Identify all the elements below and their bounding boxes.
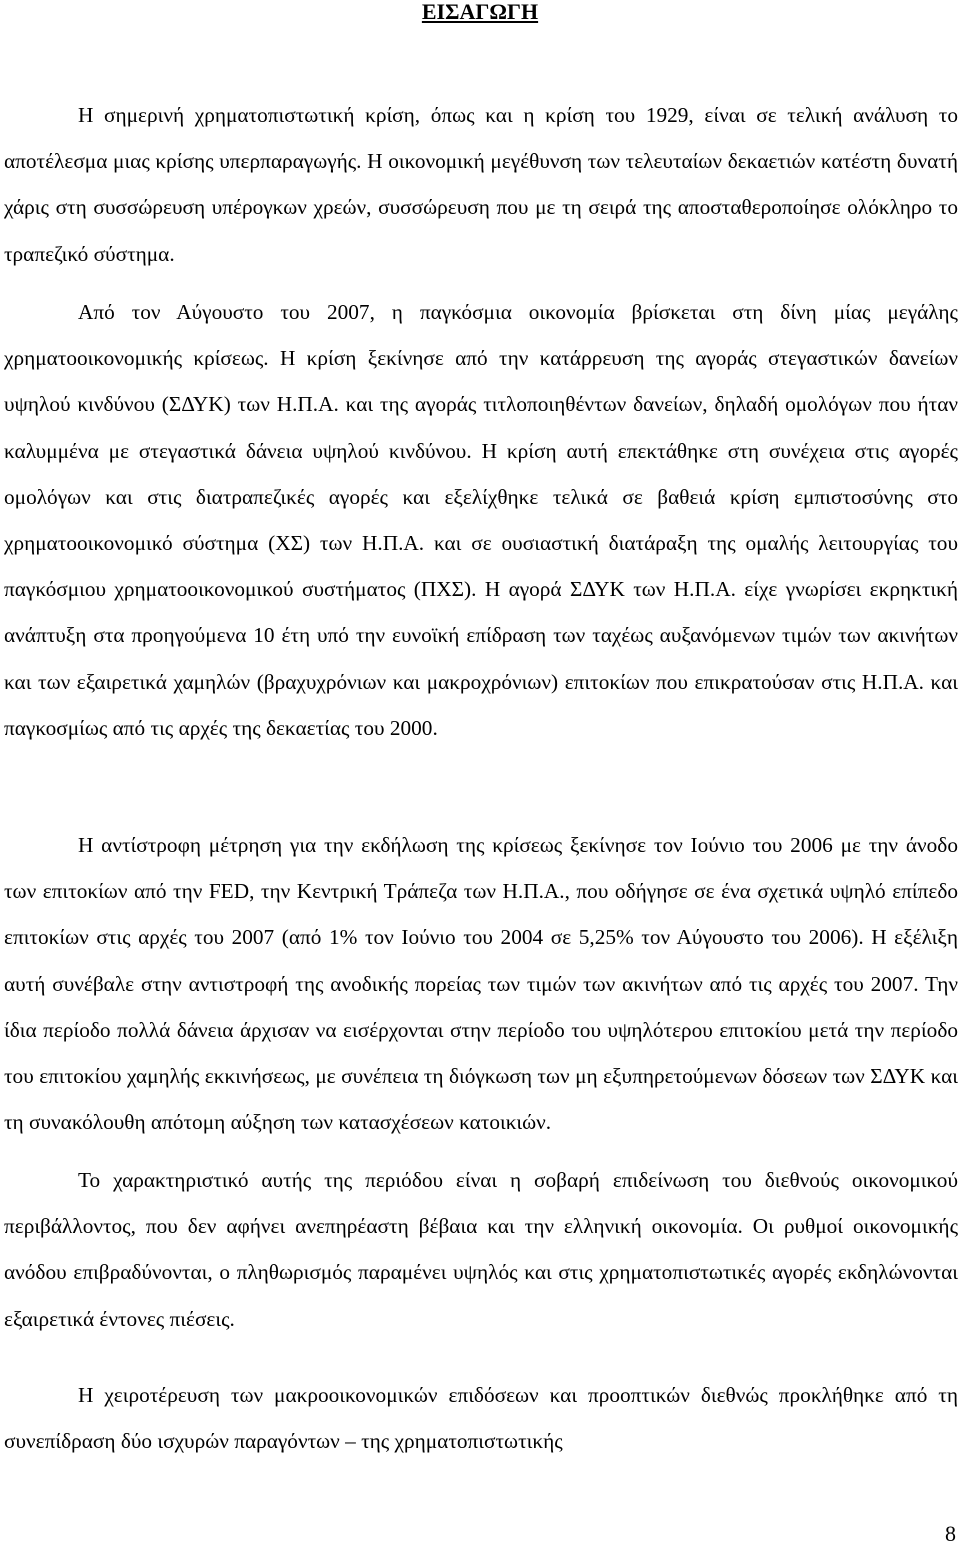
page-title: ΕΙΣΑΓΩΓΗ — [421, 0, 539, 24]
paragraph-1: Η σημερινή χρηματοπιστωτική κρίση, όπως και η κρίση του 1929, είναι σε τελική ανάλυση το αποτέλεσμα μιας κρίσης υπερπαραγωγής. Η οικονομική μεγέθυνση των τελευταίων δεκαετιών κατέστη δυνατή χάρις στη συσσώρευση υπέρογκων χρεών, συσσώρευση που με τη σειρά της αποσταθεροποίησε ολόκληρο το τραπεζικό σύστημα. — [4, 103, 958, 266]
paragraph-5: Η χειροτέρευση των μακροοικονομικών επιδόσεων και προοπτικών διεθνώς προκλήθηκε από τη συνεπίδραση δύο ισχυρών παραγόντων – της χρηματοπιστωτικής — [4, 1383, 958, 1454]
paragraph-2: Από τον Αύγουστο του 2007, η παγκόσμια οικονομία βρίσκεται στη δίνη μίας μεγάλης χρηματοοικονομικής κρίσεως. Η κρίση ξεκίνησε από την κατάρρευση της αγοράς στεγαστικών δανείων υψηλού κινδύνου (ΣΔΥΚ) των Η.Π.Α. και της αγοράς τιτλοποιηθέντων δανείων, δηλαδή ομολόγων που ήταν καλυμμένα με στεγαστικά δάνεια υψηλού κινδύνου. Η κρίση αυτή επεκτάθηκε στη συνέχεια στις αγορές ομολόγων και στις διατραπεζικές αγορές και εξελίχθηκε τελικά σε βαθειά κρίση εμπιστοσύνης στο χρηματοοικονομικό σύστημα (ΧΣ) των Η.Π.Α. και σε ουσιαστική διατάραξη της ομαλής λειτουργίας του παγκόσμιου χρηματοοικονομικού συστήματος (ΠΧΣ). Η αγορά ΣΔΥΚ των Η.Π.Α. είχε γνωρίσει εκρηκτική ανάπτυξη στα προηγούμενα 10 έτη υπό την ευνοϊκή επίδραση των ταχέως αυξανόμενων τιμών των ακινήτων και των εξαιρετικά χαμηλών (βραχυχρόνιων και μακροχρόνιων) επιτοκίων που επικρατούσαν στις Η.Π.Α. και παγκοσμίως από τις αρχές της δεκαετίας του 2000. — [4, 300, 958, 740]
paragraph-4: Το χαρακτηριστικό αυτής της περιόδου είναι η σοβαρή επιδείνωση του διεθνούς οικονομικού περιβάλλοντος, που δεν αφήνει ανεπηρέαστη βέβαια και την ελληνική οικονομία. Οι ρυθμοί οικονομικής ανόδου επιβραδύνονται, ο πληθωρισμός παραμένει υψηλός και στις χρηματοπιστωτικές αγορές εκδηλώνονται εξαιρετικά έντονες πιέσεις. — [4, 1168, 958, 1331]
paragraph-3: Η αντίστροφη μέτρηση για την εκδήλωση της κρίσεως ξεκίνησε τον Ιούνιο του 2006 με την άνοδο των επιτοκίων από την FED, την Κεντρική Τράπεζα των Η.Π.Α., που οδήγησε σε ένα σχετικά υψηλό επίπεδο επιτοκίων στις αρχές του 2007 (από 1% τον Ιούνιο του 2004 σε 5,25% τον Αύγουστο του 2006). Η εξέλιξη αυτή συνέβαλε στην αντιστροφή της ανοδικής πορείας των τιμών των ακινήτων από τις αρχές του 2007. Την ίδια περίοδο πολλά δάνεια άρχισαν να εισέρχονται στην περίοδο του υψηλότερου επιτοκίου μετά την περίοδο του επιτοκίου χαμηλής εκκινήσεως, με συνέπεια τη διόγκωση των μη εξυπηρετούμενων δόσεων των ΣΔΥΚ και τη συνακόλουθη απότομη αύξηση των κατασχέσεων κατοικιών. — [4, 833, 958, 1135]
page-number: 8 — [945, 1521, 956, 1546]
